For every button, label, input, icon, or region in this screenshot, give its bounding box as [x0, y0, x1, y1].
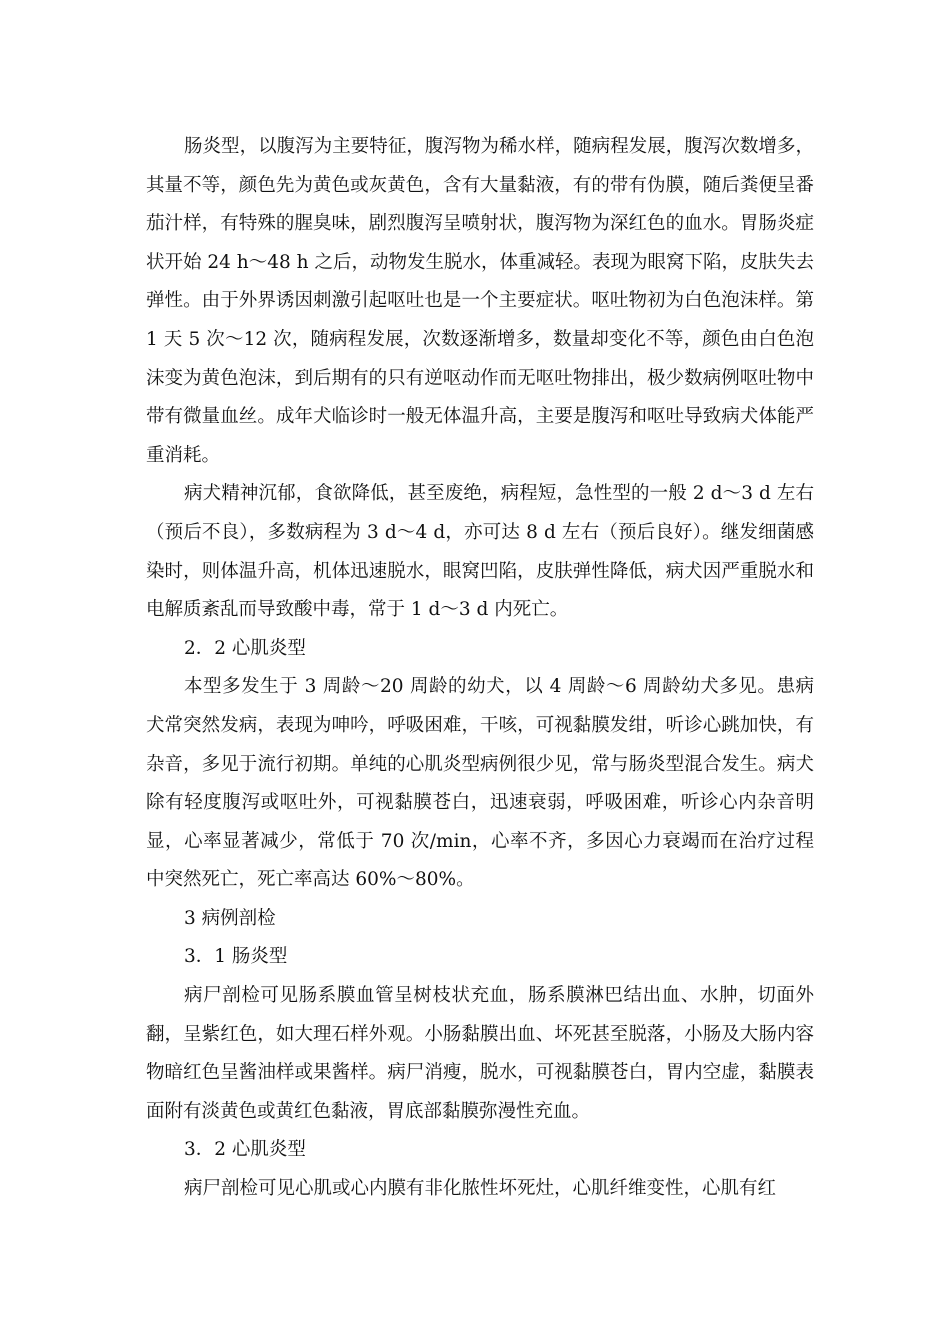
- paragraph-disease-course: 病犬精神沉郁，食欲降低，甚至废绝，病程短，急性型的一般 2 d～3 d 左右（预后不良），多数病程为 3 d～4 d，亦可达 8 d 左右（预后良好）。继发细菌感染时，则体温升高，机体迅速脱水，眼窝凹陷，皮肤弹性降低，病犬因严重脱水和电解质紊乱而导致酸中毒，常于 1 d～3 d 内死亡。: [146, 483, 814, 621]
- paragraph-necropsy-myocarditis: 病尸剖检可见心肌或心内膜有非化脓性坏死灶，心肌纤维变性，心肌有红: [184, 1178, 777, 1200]
- paragraph-necropsy-enteritis: 病尸剖检可见肠系膜血管呈树枝状充血，肠系膜淋巴结出血、水肿，切面外翻，呈紫红色，如大理石样外观。小肠黏膜出血、坏死甚至脱落，小肠及大肠内容物暗红色呈酱油样或果酱样。病尸消瘦，脱水，可视黏膜苍白，胃内空虚，黏膜表面附有淡黄色或黄红色黏液，胃底部黏膜弥漫性充血。: [146, 985, 814, 1122]
- document-body: [146, 128, 814, 1209]
- section-heading-necropsy-myocarditis: 3．2 心肌炎型: [184, 1139, 306, 1161]
- section-heading-necropsy-enteritis: 3．1 肠炎型: [184, 946, 288, 968]
- section-heading-myocarditis: 2．2 心肌炎型: [184, 637, 306, 659]
- section-heading-necropsy: 3 病例剖检: [184, 907, 276, 929]
- paragraph-enteritis-symptoms: 肠炎型，以腹泻为主要特征，腹泻物为稀水样，随病程发展，腹泻次数增多，其量不等，颜色先为黄色或灰黄色，含有大量黏液，有的带有伪膜，随后粪便呈番茄汁样，有特殊的腥臭味，剧烈腹泻呈喷射状，腹泻物为深红色的血水。胃肠炎症状开始 24 h～48 h 之后，动物发生脱水，体重减轻。表现为眼窝下陷，皮肤失去弹性。由于外界诱因刺激引起呕吐也是一个主要症状。呕吐物初为白色泡沫样。第 1 天 5 次～12 次，随病程发展，次数逐渐增多，数量却变化不等，颜色由白色泡沫变为黄色泡沫，到后期有的只有逆呕动作而无呕吐物排出，极少数病例呕吐物中带有微量血丝。成年犬临诊时一般无体温升高，主要是腹泻和呕吐导致病犬体能严重消耗。: [146, 136, 814, 466]
- paragraph-myocarditis-symptoms: 本型多发生于 3 周龄～20 周龄的幼犬，以 4 周龄～6 周龄幼犬多见。患病犬常突然发病，表现为呻吟，呼吸困难，干咳，可视黏膜发绀，听诊心跳加快，有杂音，多见于流行初期。单纯的心肌炎型病例很少见，常与肠炎型混合发生。病犬除有轻度腹泻或呕吐外，可视黏膜苍白，迅速衰弱，呼吸困难，听诊心内杂音明显，心率显著减少，常低于 70 次/min，心率不齐，多因心力衰竭而在治疗过程中突然死亡，死亡率高达 60%～80%。: [146, 676, 814, 891]
